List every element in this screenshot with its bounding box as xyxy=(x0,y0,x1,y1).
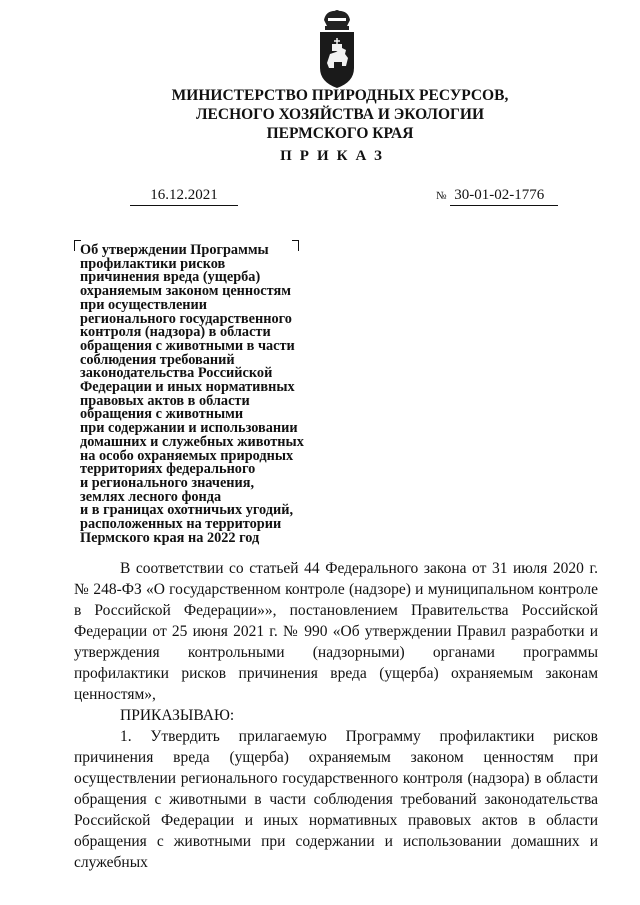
order-number-value: 30-01-02-1776 xyxy=(450,186,558,206)
ministry-line-2: ЛЕСНОГО ХОЗЯЙСТВА И ЭКОЛОГИИ xyxy=(195,106,485,123)
corner-bracket-right xyxy=(292,240,299,251)
order-date: 16.12.2021 xyxy=(130,186,238,206)
order-subject: Об утверждении Программы профилактики рисков причинения вреда (ущерба) охраняемым законом ценностям при осуществлении регионального государственного контроля (надзора) в области обращения с животными в части соблюдения требований законодательства Российской Федерации и иных нормативных правовых актов в области обращения с животными при содержании и использовании домашних и служебных животных на особо охраняемых природных территориях федерального и регионального значения, землях лесного фонда и в границах охотничьих угодий, расположенных на территории Пермского края на 2022 год xyxy=(80,242,304,546)
ministry-line-3: ПЕРМСКОГО КРАЯ xyxy=(266,125,414,142)
document-type-title: ПРИКАЗ xyxy=(280,148,390,164)
coat-of-arms-emblem xyxy=(312,8,362,90)
perm-krai-coat-of-arms-icon xyxy=(312,8,362,90)
corner-bracket-left xyxy=(74,240,81,251)
ministry-line-1: МИНИСТЕРСТВО ПРИРОДНЫХ РЕСУРСОВ, xyxy=(171,87,509,104)
item-1-paragraph: 1. Утвердить прилагаемую Программу профилактики рисков причинения вреда (ущерба) охраняемым законом ценностям при осуществлении регионального государственного контроля (надзора) в области обращения с животными в части соблюдения требований законодательства Российской Федерации и иных нормативных правовых актов в области обращения с животными при содержании и использовании домашних и служебных xyxy=(74,728,598,871)
order-body xyxy=(74,558,598,873)
order-subject-block xyxy=(80,244,330,545)
order-number xyxy=(436,186,558,206)
prikazyvayu-line: ПРИКАЗЫВАЮ: xyxy=(120,707,235,724)
number-sign: № xyxy=(436,190,447,202)
ministry-name xyxy=(150,86,530,143)
preamble-paragraph: В соответствии со статьей 44 Федерального закона от 31 июля 2020 г. № 248-ФЗ «О государственном контроле (надзоре) и муниципальном контроле в Российской Федерации»», постановлением Правительства Российской Федерации от 25 июня 2021 г. № 990 «Об утверждении Правил разработки и утверждения контрольными (надзорными) органами программы профилактики рисков причинения вреда (ущерба) охраняемым законам ценностям», xyxy=(74,560,598,703)
